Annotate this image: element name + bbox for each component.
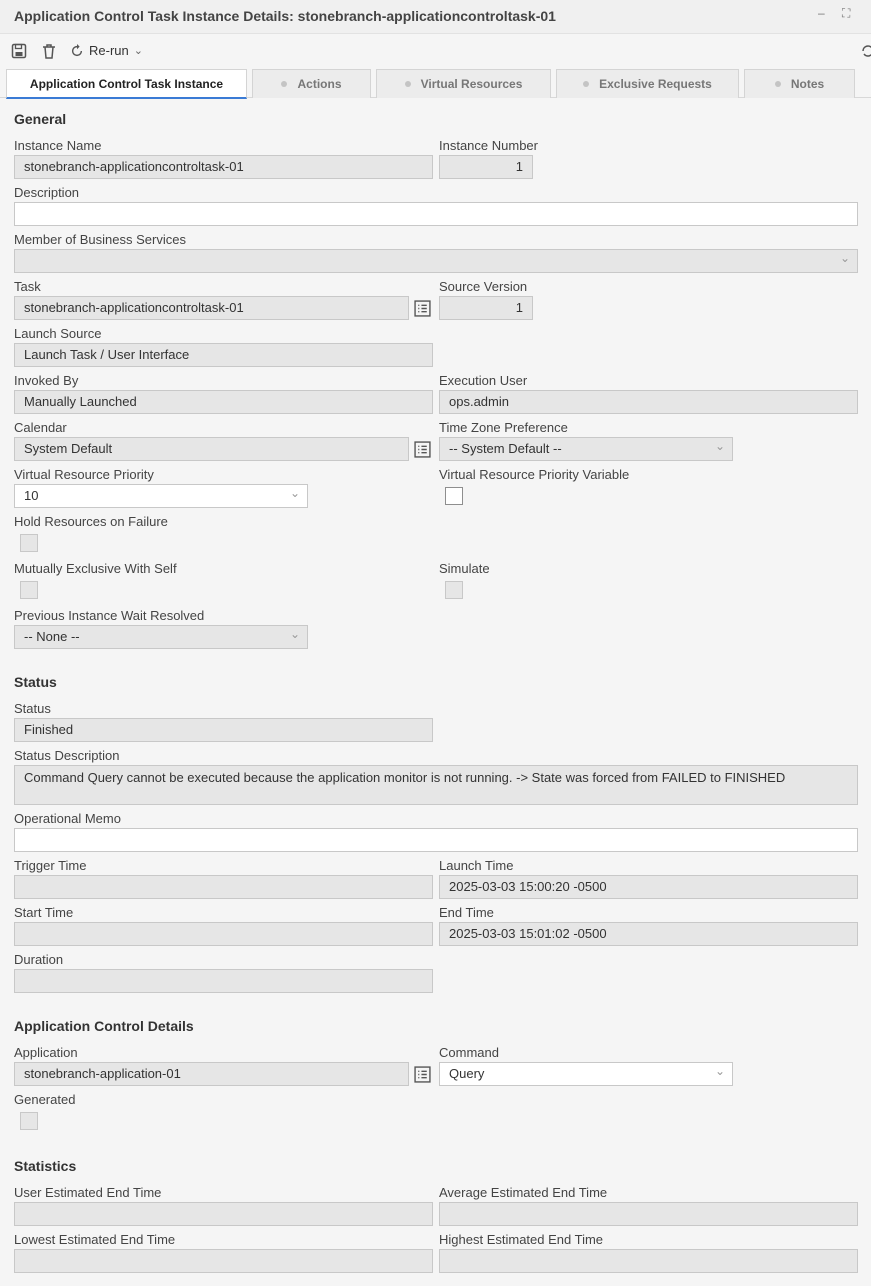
instance-number-field[interactable]: 1 bbox=[439, 155, 533, 179]
user-estimated-end-field[interactable] bbox=[14, 1202, 433, 1226]
lowest-estimated-end-label: Lowest Estimated End Time bbox=[14, 1232, 176, 1247]
description-label: Description bbox=[14, 185, 80, 200]
application-details-icon[interactable] bbox=[414, 1066, 431, 1083]
title-bar bbox=[0, 0, 871, 34]
chevron-down-icon: ⌄ bbox=[133, 45, 143, 57]
trigger-time-field[interactable] bbox=[14, 875, 433, 899]
generated-label: Generated bbox=[14, 1092, 76, 1107]
vr-priority-variable-checkbox[interactable] bbox=[445, 487, 463, 505]
average-estimated-end-field[interactable] bbox=[439, 1202, 858, 1226]
launch-source-field[interactable]: Launch Task / User Interface bbox=[14, 343, 433, 367]
business-services-label: Member of Business Services bbox=[14, 232, 186, 247]
tab-label: Actions bbox=[297, 77, 342, 91]
application-label: Application bbox=[14, 1045, 78, 1060]
tab-label: Exclusive Requests bbox=[599, 77, 712, 91]
execution-user-field[interactable]: ops.admin bbox=[439, 390, 858, 414]
tab-exclusive-requests[interactable] bbox=[556, 69, 739, 98]
maximize-icon[interactable]: ⛶ bbox=[842, 6, 851, 20]
rerun-button[interactable] bbox=[70, 43, 143, 58]
dot-icon bbox=[405, 81, 411, 87]
duration-label: Duration bbox=[14, 952, 64, 967]
launch-time-label: Launch Time bbox=[439, 858, 514, 873]
instance-name-field[interactable]: stonebranch-applicationcontroltask-01 bbox=[14, 155, 433, 179]
dot-icon bbox=[583, 81, 589, 87]
task-field[interactable]: stonebranch-applicationcontroltask-01 bbox=[14, 296, 409, 320]
tab-label: Virtual Resources bbox=[420, 77, 523, 91]
reload-icon[interactable] bbox=[860, 43, 871, 59]
status-description-field[interactable]: Command Query cannot be executed because the application monitor is not running. -> State was forced from FAILED to FINISHED bbox=[14, 765, 858, 805]
status-label: Status bbox=[14, 701, 51, 716]
command-label: Command bbox=[439, 1045, 499, 1060]
mutually-exclusive-checkbox[interactable] bbox=[20, 581, 38, 599]
generated-checkbox[interactable] bbox=[20, 1112, 38, 1130]
description-field[interactable] bbox=[14, 202, 858, 226]
invoked-by-field[interactable]: Manually Launched bbox=[14, 390, 433, 414]
end-time-field[interactable]: 2025-03-03 15:01:02 -0500 bbox=[439, 922, 858, 946]
calendar-field[interactable]: System Default bbox=[14, 437, 409, 461]
operational-memo-field[interactable] bbox=[14, 828, 858, 852]
application-field[interactable]: stonebranch-application-01 bbox=[14, 1062, 409, 1086]
end-time-label: End Time bbox=[439, 905, 494, 920]
launch-time-field[interactable]: 2025-03-03 15:00:20 -0500 bbox=[439, 875, 858, 899]
operational-memo-label: Operational Memo bbox=[14, 811, 121, 826]
task-label: Task bbox=[14, 279, 41, 294]
status-description-label: Status Description bbox=[14, 748, 120, 763]
instance-number-label: Instance Number bbox=[439, 138, 538, 153]
calendar-label: Calendar bbox=[14, 420, 67, 435]
instance-name-label: Instance Name bbox=[14, 138, 102, 153]
vr-priority-select[interactable]: 10 ⌄ bbox=[14, 484, 308, 508]
delete-icon[interactable] bbox=[41, 43, 57, 59]
source-version-label: Source Version bbox=[439, 279, 528, 294]
invoked-by-label: Invoked By bbox=[14, 373, 79, 388]
tab-label: Notes bbox=[790, 77, 825, 91]
highest-estimated-end-field[interactable] bbox=[439, 1249, 858, 1273]
start-time-field[interactable] bbox=[14, 922, 433, 946]
tab-label: Application Control Task Instance bbox=[29, 76, 224, 91]
command-select[interactable]: Query ⌄ bbox=[439, 1062, 733, 1086]
tab-notes[interactable] bbox=[744, 69, 855, 98]
save-icon[interactable] bbox=[11, 43, 27, 59]
section-general-title: General bbox=[14, 111, 67, 127]
average-estimated-end-label: Average Estimated End Time bbox=[439, 1185, 608, 1200]
tab-bar bbox=[0, 68, 871, 98]
section-app-control-title: Application Control Details bbox=[14, 1018, 194, 1034]
simulate-label: Simulate bbox=[439, 561, 490, 576]
section-status-title: Status bbox=[14, 674, 57, 690]
launch-source-label: Launch Source bbox=[14, 326, 102, 341]
mutually-exclusive-label: Mutually Exclusive With Self bbox=[14, 561, 177, 576]
calendar-details-icon[interactable] bbox=[414, 441, 431, 458]
minimize-icon[interactable]: – bbox=[818, 6, 825, 20]
rerun-label: Re-run bbox=[89, 43, 129, 58]
dot-icon bbox=[775, 81, 781, 87]
tab-virtual-resources[interactable] bbox=[376, 69, 551, 98]
execution-user-label: Execution User bbox=[439, 373, 528, 388]
time-zone-label: Time Zone Preference bbox=[439, 420, 568, 435]
business-services-select[interactable] bbox=[14, 249, 858, 273]
section-statistics-title: Statistics bbox=[14, 1158, 77, 1174]
tab-actions[interactable] bbox=[252, 69, 371, 98]
user-estimated-end-label: User Estimated End Time bbox=[14, 1185, 162, 1200]
task-details-icon[interactable] bbox=[414, 300, 431, 317]
start-time-label: Start Time bbox=[14, 905, 74, 920]
previous-instance-wait-label: Previous Instance Wait Resolved bbox=[14, 608, 205, 623]
source-version-field[interactable]: 1 bbox=[439, 296, 533, 320]
duration-field[interactable] bbox=[14, 969, 433, 993]
time-zone-select[interactable]: -- System Default -- ⌄ bbox=[439, 437, 733, 461]
lowest-estimated-end-field[interactable] bbox=[14, 1249, 433, 1273]
vr-priority-label: Virtual Resource Priority bbox=[14, 467, 154, 482]
dot-icon bbox=[281, 81, 287, 87]
simulate-checkbox[interactable] bbox=[445, 581, 463, 599]
highest-estimated-end-label: Highest Estimated End Time bbox=[439, 1232, 604, 1247]
vr-priority-variable-label: Virtual Resource Priority Variable bbox=[439, 467, 630, 482]
hold-resources-checkbox[interactable] bbox=[20, 534, 38, 552]
trigger-time-label: Trigger Time bbox=[14, 858, 87, 873]
toolbar bbox=[0, 35, 871, 67]
window-title: Application Control Task Instance Details: stonebranch-applicationcontroltask-01 bbox=[14, 8, 556, 24]
refresh-icon bbox=[70, 44, 84, 58]
hold-resources-label: Hold Resources on Failure bbox=[14, 514, 168, 529]
tab-application-control-task-instance[interactable] bbox=[6, 69, 247, 99]
previous-instance-wait-select[interactable]: -- None -- ⌄ bbox=[14, 625, 308, 649]
status-field[interactable]: Finished bbox=[14, 718, 433, 742]
